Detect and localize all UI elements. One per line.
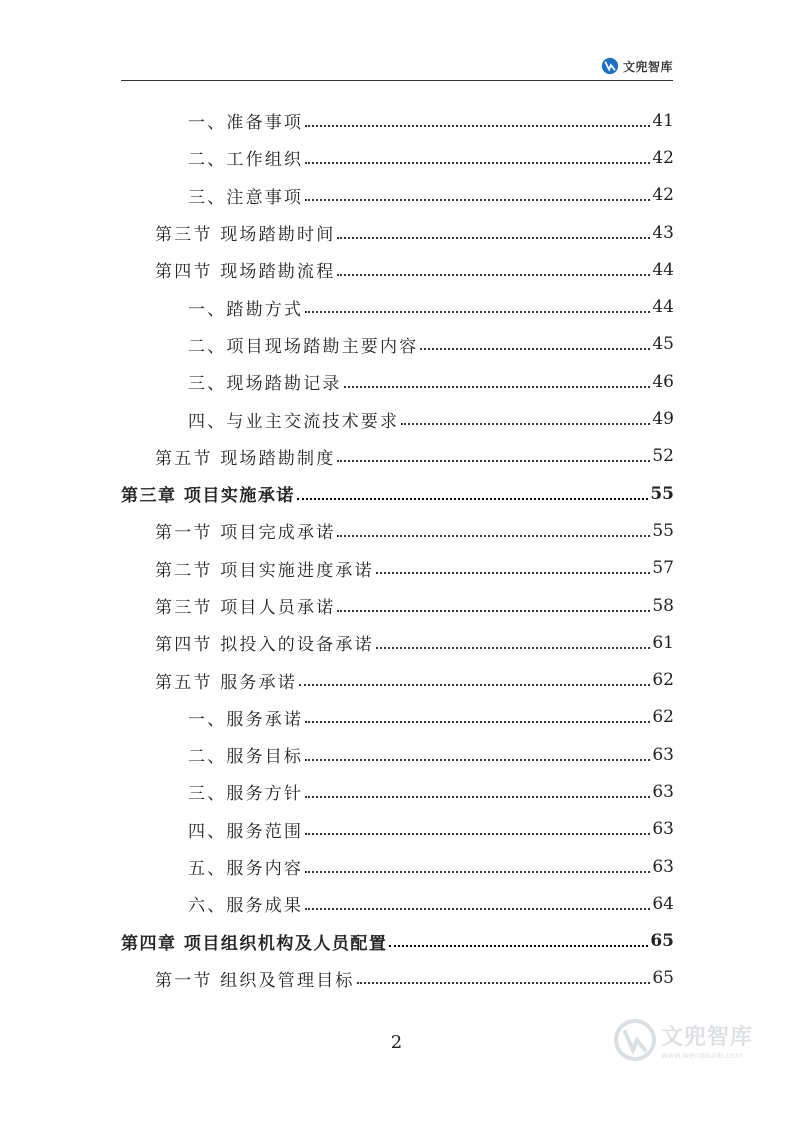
toc-entry-title: 三、注意事项 (188, 183, 303, 208)
toc-entry-page: 62 (652, 707, 674, 728)
toc-dot-leader (337, 610, 650, 612)
toc-entry[interactable] (121, 661, 674, 698)
toc-entry[interactable] (121, 923, 674, 960)
header-divider (121, 80, 673, 81)
toc-entry-title: 六、服务成果 (188, 891, 303, 916)
table-of-contents (121, 102, 674, 997)
toc-entry[interactable] (121, 102, 674, 139)
toc-dot-leader (305, 908, 650, 910)
toc-dot-leader (401, 423, 650, 425)
toc-entry[interactable] (121, 811, 674, 848)
toc-entry-title: 三、现场踏勘记录 (188, 369, 342, 394)
toc-dot-leader (420, 348, 650, 350)
toc-entry[interactable] (121, 251, 674, 288)
toc-entry[interactable] (121, 326, 674, 363)
toc-entry-title: 第五节 服务承诺 (155, 668, 297, 693)
header-logo (601, 57, 673, 75)
toc-entry[interactable] (121, 960, 674, 997)
toc-entry-page: 41 (652, 110, 674, 131)
toc-entry[interactable] (121, 512, 674, 549)
toc-dot-leader (305, 759, 650, 761)
toc-entry[interactable] (121, 177, 674, 214)
toc-entry-page: 61 (652, 632, 674, 653)
toc-dot-leader (305, 125, 650, 127)
toc-entry[interactable] (121, 587, 674, 624)
toc-entry-title: 第三节 现场踏勘时间 (155, 220, 335, 245)
toc-entry-title: 一、准备事项 (188, 108, 303, 133)
toc-entry-title: 二、工作组织 (188, 145, 303, 170)
toc-dot-leader (376, 647, 651, 649)
toc-entry-title: 第五节 现场踏勘制度 (155, 444, 335, 469)
toc-entry-page: 63 (652, 781, 674, 802)
toc-entry-title: 二、服务目标 (188, 742, 303, 767)
toc-entry-page: 65 (650, 931, 674, 952)
toc-entry[interactable] (121, 438, 674, 475)
toc-entry[interactable] (121, 139, 674, 176)
toc-entry[interactable] (121, 848, 674, 885)
toc-entry-title: 四、服务范围 (188, 817, 303, 842)
toc-entry[interactable] (121, 550, 674, 587)
watermark-url-text: www.wendoulib.com (660, 1051, 744, 1060)
toc-entry[interactable] (121, 214, 674, 251)
toc-entry-title: 第三章 项目实施承诺 (121, 481, 295, 506)
toc-entry[interactable] (121, 736, 674, 773)
toc-dot-leader (305, 162, 650, 164)
toc-entry[interactable] (121, 624, 674, 661)
toc-entry-title: 第四节 现场踏勘流程 (155, 257, 335, 282)
toc-entry-title: 第三节 项目人员承诺 (155, 593, 335, 618)
toc-entry-title: 二、项目现场踏勘主要内容 (188, 332, 418, 357)
watermark-logo-icon (613, 1018, 657, 1062)
toc-entry-page: 52 (652, 446, 674, 467)
toc-entry-page: 63 (652, 819, 674, 840)
toc-entry-title: 三、服务方针 (188, 779, 303, 804)
toc-dot-leader (299, 684, 650, 686)
toc-dot-leader (337, 460, 650, 462)
toc-entry-page: 42 (652, 147, 674, 168)
toc-entry-page: 44 (652, 297, 674, 318)
toc-dot-leader (305, 871, 650, 873)
toc-dot-leader (337, 237, 650, 239)
toc-entry-title: 第二节 项目实施进度承诺 (155, 556, 374, 581)
toc-entry-page: 49 (652, 409, 674, 430)
toc-dot-leader (305, 796, 650, 798)
toc-entry-page: 64 (652, 893, 674, 914)
toc-dot-leader (305, 199, 650, 201)
toc-dot-leader (305, 721, 650, 723)
toc-entry-page: 63 (652, 856, 674, 877)
toc-dot-leader (389, 945, 648, 947)
toc-entry-title: 五、服务内容 (188, 854, 303, 879)
toc-dot-leader (305, 833, 650, 835)
toc-entry-page: 63 (652, 744, 674, 765)
toc-dot-leader (297, 498, 648, 500)
toc-entry-page: 57 (652, 558, 674, 579)
toc-entry[interactable] (121, 475, 674, 512)
toc-entry-page: 55 (650, 483, 674, 504)
toc-entry-page: 42 (652, 185, 674, 206)
toc-entry-title: 一、踏勘方式 (188, 295, 303, 320)
toc-entry[interactable] (121, 363, 674, 400)
toc-dot-leader (337, 274, 650, 276)
toc-entry[interactable] (121, 773, 674, 810)
toc-entry-title: 一、服务承诺 (188, 705, 303, 730)
toc-entry-title: 第一节 组织及管理目标 (155, 966, 355, 991)
toc-entry-title: 四、与业主交流技术要求 (188, 407, 399, 432)
toc-entry-page: 46 (652, 371, 674, 392)
toc-entry[interactable] (121, 885, 674, 922)
toc-entry-page: 65 (652, 968, 674, 989)
page-number: 2 (390, 1032, 403, 1053)
toc-entry-title: 第四节 拟投入的设备承诺 (155, 630, 374, 655)
toc-dot-leader (305, 311, 650, 313)
toc-entry-page: 58 (652, 595, 674, 616)
toc-entry-page: 43 (652, 222, 674, 243)
toc-entry[interactable] (121, 288, 674, 325)
toc-entry-page: 62 (652, 670, 674, 691)
toc-dot-leader (344, 386, 651, 388)
brand-logo-icon (601, 57, 619, 75)
toc-dot-leader (376, 572, 651, 574)
toc-dot-leader (357, 982, 651, 984)
watermark (613, 1018, 753, 1062)
toc-entry-title: 第四章 项目组织机构及人员配置 (121, 929, 387, 954)
toc-entry-page: 44 (652, 259, 674, 280)
toc-entry[interactable] (121, 400, 674, 437)
toc-dot-leader (337, 535, 650, 537)
watermark-brand-text: 文兜智库 (660, 1025, 753, 1050)
header-brand-text: 文兜智库 (622, 59, 673, 74)
toc-entry[interactable] (121, 699, 674, 736)
toc-entry-page: 55 (652, 520, 674, 541)
toc-entry-page: 45 (652, 334, 674, 355)
toc-entry-title: 第一节 项目完成承诺 (155, 518, 335, 543)
